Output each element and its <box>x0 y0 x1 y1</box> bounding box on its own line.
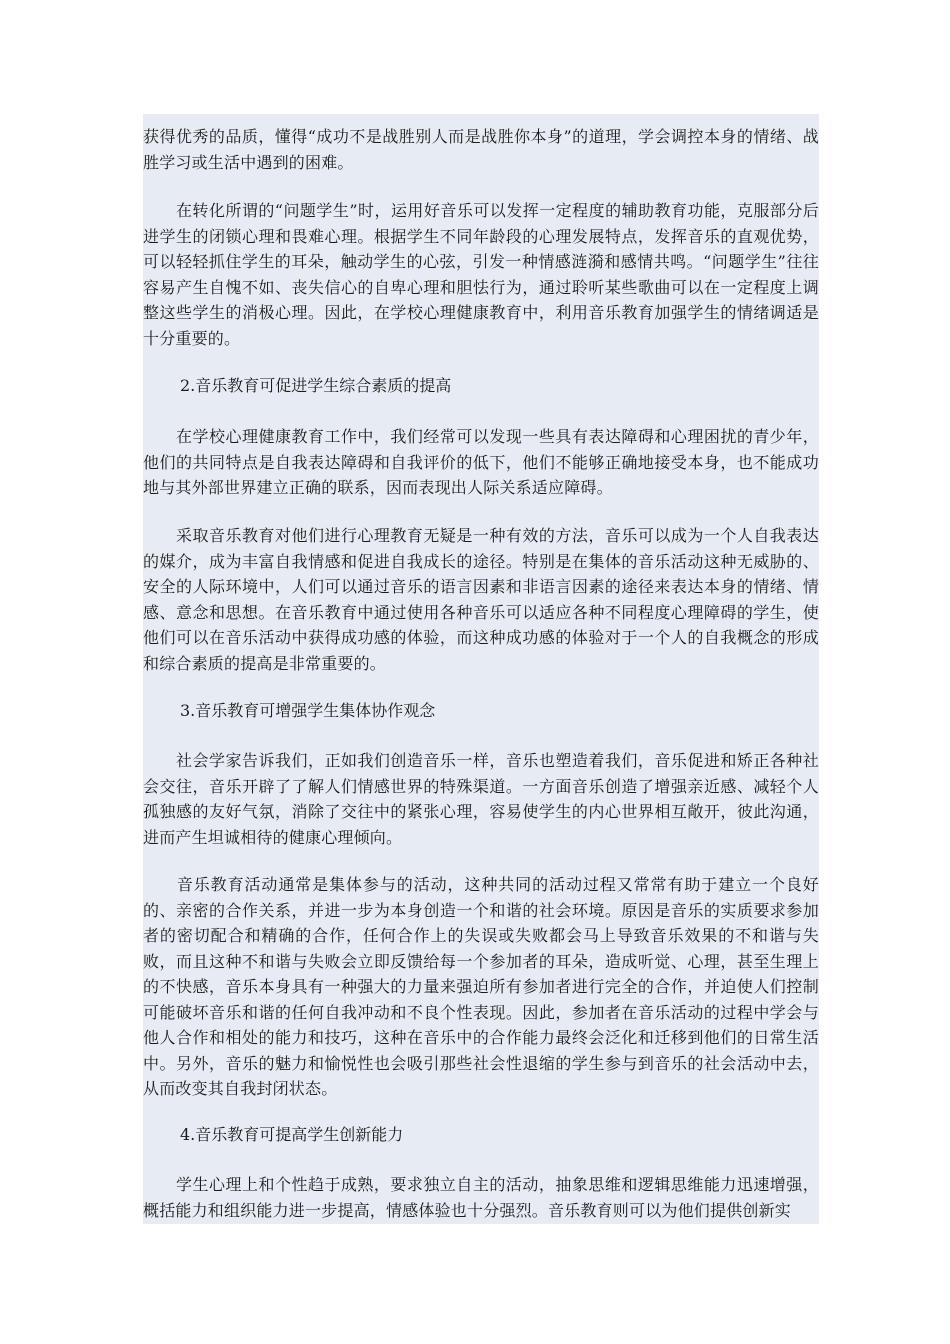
paragraph-problem-students: 在转化所谓的“问题学生”时，运用好音乐可以发挥一定程度的辅助教育功能，克服部分后进学生的闭锁心理和畏难心理。根据学生不同年龄段的心理发展特点，发挥音乐的直观优势，可以轻轻抓住学生的耳朵，触动学生的心弦，引发一种情感涟漪和感情共鸣。“问题学生”往往容易产生自愧不如、丧失信心的自卑心理和胆怯行为，通过聆听某些歌曲可以在一定程度上调整这些学生的消极心理。因此，在学校心理健康教育中，利用音乐教育加强学生的情绪调适是十分重要的。 <box>143 201 819 348</box>
paragraph-collective-activity: 音乐教育活动通常是集体参与的活动，这种共同的活动过程又常常有助于建立一个良好的、亲密的合作关系，并进一步为本身创造一个和谐的社会环境。原因是音乐的实质要求参加者的密切配合和精确的合作，任何合作上的失误或失败都会马上导致音乐效果的不和谐与失败，而且这种不和谐与失败会立即反馈给每一个参加者的耳朵，造成听觉、心理，甚至生理上的不快感，音乐本身具有一种强大的力量来强迫所有参加者进行完全的合作，并迫使人们控制可能破坏音乐和谐的任何自我冲动和不良个性表现。因此，参加者在音乐活动的过程中学会与他人合作和相处的能力和技巧，这种在音乐中的合作能力最终会泛化和迁移到他们的日常生活中。另外，音乐的魅力和愉悦性也会吸引那些社会性退缩的学生参与到音乐的社会活动中去，从而改变其自我封闭状态。 <box>143 875 819 1098</box>
section-heading-2: 2.音乐教育可促进学生综合素质的提高 <box>180 376 452 395</box>
paragraph-sociologists: 社会学家告诉我们，正如我们创造音乐一样，音乐也塑造着我们，音乐促进和矫正各种社会交往，音乐开辟了了解人们情感世界的特殊渠道。一方面音乐创造了增强亲近感、减轻个人孤独感的友好气氛，消除了交往中的紧张心理，容易使学生的内心世界相互敞开，彼此沟通，进而产生坦诚相待的健康心理倾向。 <box>143 751 819 847</box>
section-heading-4: 4.音乐教育可提高学生创新能力 <box>180 1125 404 1144</box>
section-heading-3: 3.音乐教育可增强学生集体协作观念 <box>180 701 436 720</box>
document-page <box>143 114 819 1224</box>
paragraph-expression-barriers: 在学校心理健康教育工作中，我们经常可以发现一些具有表达障碍和心理困扰的青少年，他们的共同特点是自我表达障碍和自我评价的低下，他们不能够正确地接受本身，也不能成功地与其外部世界建立正确的联系，因而表现出人际关系适应障碍。 <box>143 427 819 497</box>
paragraph-music-self-expression: 采取音乐教育对他们进行心理教育无疑是一种有效的方法，音乐可以成为一个人自我表达的媒介，成为丰富自我情感和促进自我成长的途径。特别是在集体的音乐活动这种无威胁的、安全的人际环境中，人们可以通过音乐的语言因素和非语言因素的途径来表达本身的情绪、情感、意念和思想。在音乐教育中通过使用各种音乐可以适应各种不同程度心理障碍的学生，使他们可以在音乐活动中获得成功感的体验，而这种成功感的体验对于一个人的自我概念的形成和综合素质的提高是非常重要的。 <box>143 526 819 673</box>
paragraph-intro-continued: 获得优秀的品质，懂得“成功不是战胜别人而是战胜你本身”的道理，学会调控本身的情绪、战胜学习或生活中遇到的困难。 <box>143 127 819 172</box>
paragraph-creativity: 学生心理上和个性趋于成熟，要求独立自主的活动，抽象思维和逻辑思维能力迅速增强，概括能力和组织能力进一步提高，情感体验也十分强烈。音乐教育则可以为他们提供创新实 <box>143 1175 819 1220</box>
